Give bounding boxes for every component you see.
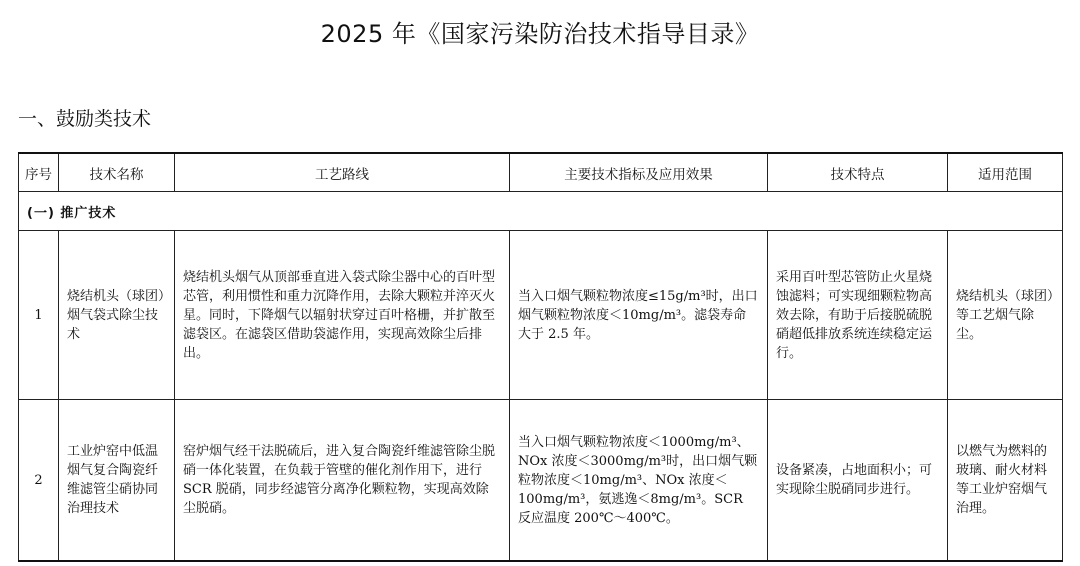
cell-process: 窑炉烟气经干法脱硫后，进入复合陶瓷纤维滤管除尘脱硝一体化装置，在负载于管壁的催化剂作用下，进行 SCR 脱硝，同步经滤管分离净化颗粒物，实现高效除尘脱硝。 <box>175 400 510 562</box>
cell-process: 烧结机头烟气从顶部垂直进入袋式除尘器中心的百叶型芯管，利用惯性和重力沉降作用，去除大颗粒并淬灭火星。同时，下降烟气以辐射状穿过百叶格栅，并扩散至滤袋区。在滤袋区借助袋滤作用，实现高效除尘后排出。 <box>175 231 510 400</box>
cell-scope: 烧结机头（球团）等工艺烟气除尘。 <box>948 231 1063 400</box>
cell-name: 工业炉窑中低温烟气复合陶瓷纤维滤管尘硝协同治理技术 <box>59 400 175 562</box>
header-features: 技术特点 <box>768 153 948 192</box>
table-header-row <box>19 153 1063 192</box>
technology-table <box>18 152 1063 562</box>
cell-no: 2 <box>19 400 59 562</box>
cell-scope: 以燃气为燃料的玻璃、耐火材料等工业炉窑烟气治理。 <box>948 400 1063 562</box>
cell-no: 1 <box>19 231 59 400</box>
cell-name: 烧结机头（球团）烟气袋式除尘技术 <box>59 231 175 400</box>
subsection-label: (一) 推广技术 <box>19 192 1063 231</box>
table-row <box>19 231 1063 400</box>
cell-indicators: 当入口烟气颗粒物浓度≤15g/m³时，出口烟气颗粒物浓度＜10mg/m³。滤袋寿命大于 2.5 年。 <box>510 231 768 400</box>
cell-features: 采用百叶型芯管防止火星烧蚀滤料；可实现细颗粒物高效去除，有助于后接脱硫脱硝超低排放系统连续稳定运行。 <box>768 231 948 400</box>
header-scope: 适用范围 <box>948 153 1063 192</box>
header-no: 序号 <box>19 153 59 192</box>
subsection-row <box>19 192 1063 231</box>
document-title: 2025 年《国家污染防治技术指导目录》 <box>320 20 760 48</box>
cell-indicators: 当入口烟气颗粒物浓度＜1000mg/m³、NOx 浓度＜3000mg/m³时，出口烟气颗粒物浓度＜10mg/m³、NOx 浓度＜100mg/m³，氨逃逸＜8mg/m³。SCR 反应温度 200℃～400℃。 <box>510 400 768 562</box>
table-row <box>19 400 1063 562</box>
header-name: 技术名称 <box>59 153 175 192</box>
cell-features: 设备紧凑，占地面积小；可实现除尘脱硝同步进行。 <box>768 400 948 562</box>
section-title: 一、鼓励类技术 <box>18 108 152 130</box>
header-process: 工艺路线 <box>175 153 510 192</box>
header-indicators: 主要技术指标及应用效果 <box>510 153 768 192</box>
